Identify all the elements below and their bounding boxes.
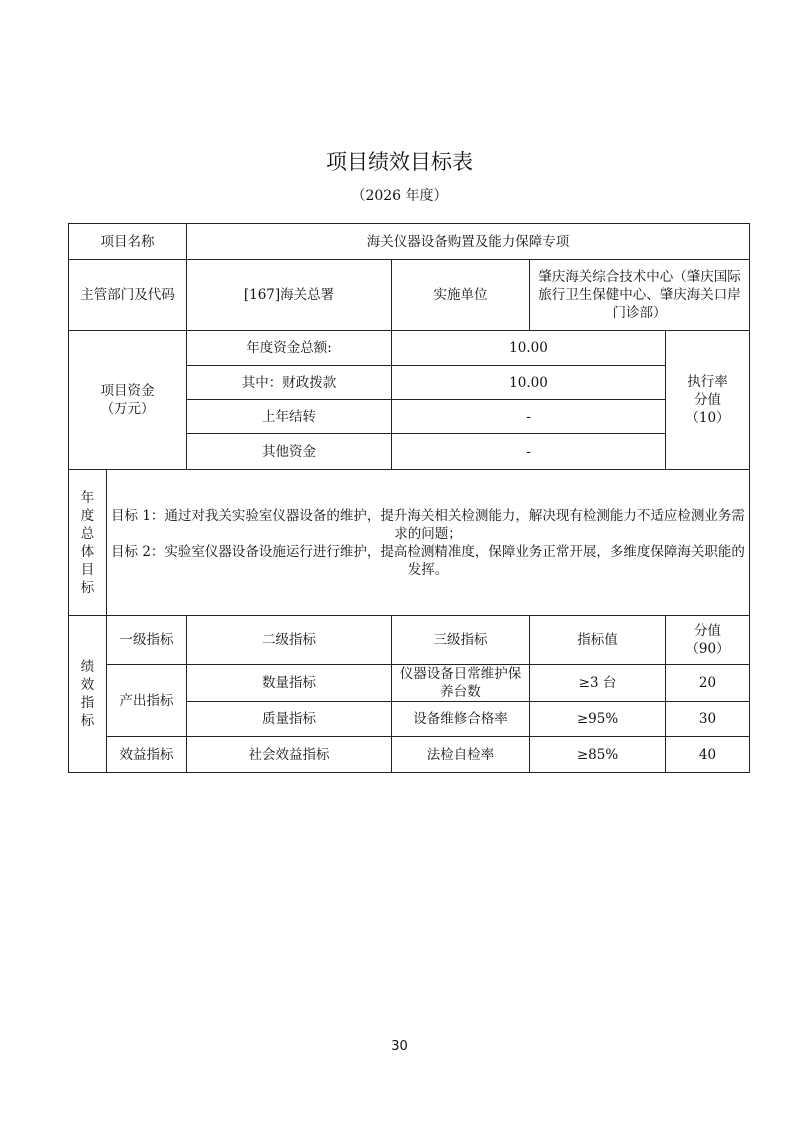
header-score-line1: 分值	[694, 623, 721, 639]
indicator-row	[69, 665, 750, 702]
indicator-level3: 仪器设备日常维护保养台数	[392, 665, 530, 702]
funds-carryover-value: -	[392, 400, 666, 434]
page-subtitle: （2026 年度）	[351, 188, 448, 204]
performance-target-table	[68, 223, 750, 773]
header-level1: 一级指标	[107, 616, 187, 665]
funds-total-row	[69, 331, 750, 366]
exec-rate-line1: 执行率	[687, 374, 728, 390]
header-level2: 二级指标	[187, 616, 392, 665]
exec-rate-cell	[666, 331, 750, 470]
indicator-value: ≥3 台	[530, 665, 666, 702]
indicators-label-char: 绩	[80, 659, 95, 675]
goals-label-char: 标	[80, 579, 95, 596]
goals-label	[69, 470, 107, 616]
indicator-value: ≥95%	[530, 702, 666, 737]
project-name-label: 项目名称	[69, 224, 187, 260]
benefit-indicator-label: 效益指标	[107, 737, 187, 773]
goals-row	[69, 470, 750, 616]
goals-label-char: 度	[80, 507, 95, 524]
indicators-label-char: 指	[80, 695, 95, 711]
dept-row	[69, 260, 750, 331]
goals-label-char: 总	[80, 525, 95, 542]
funds-label-line2: （万元）	[100, 401, 155, 417]
indicator-level3: 法检自检率	[392, 737, 530, 773]
indicator-row	[69, 737, 750, 773]
goals-text	[107, 470, 750, 616]
indicator-header-row	[69, 616, 750, 665]
header-score	[666, 616, 750, 665]
output-indicator-label: 产出指标	[107, 665, 187, 737]
impl-label: 实施单位	[392, 260, 530, 331]
page-number: 30	[391, 1039, 408, 1054]
indicators-label-char: 效	[80, 677, 95, 693]
funds-other-label: 其他资金	[187, 434, 392, 470]
indicator-level2: 社会效益指标	[187, 737, 392, 773]
funds-fiscal-value: 10.00	[392, 366, 666, 400]
exec-rate-line2: 分值	[694, 392, 721, 408]
funds-other-value: -	[392, 434, 666, 470]
header-value: 指标值	[530, 616, 666, 665]
indicator-value: ≥85%	[530, 737, 666, 773]
goals-label-char: 目	[80, 561, 95, 578]
indicator-score: 30	[666, 702, 750, 737]
indicator-score: 20	[666, 665, 750, 702]
impl-value: 肇庆海关综合技术中心（肇庆国际旅行卫生保健中心、肇庆海关口岸门诊部）	[530, 260, 750, 331]
project-name-value: 海关仪器设备购置及能力保障专项	[187, 224, 750, 260]
funds-label	[69, 331, 187, 470]
indicator-level2: 质量指标	[187, 702, 392, 737]
page-title: 项目绩效目标表	[326, 150, 473, 174]
goal-1: 目标 1：通过对我关实验室仪器设备的维护，提升海关相关检测能力，解决现有检测能力不适应检测业务需求的问题；	[111, 507, 745, 542]
header-score-line2: （90）	[685, 641, 730, 657]
indicator-score: 40	[666, 737, 750, 773]
indicator-level2: 数量指标	[187, 665, 392, 702]
funds-fiscal-label: 其中：财政拨款	[187, 366, 392, 400]
indicators-label	[69, 616, 107, 773]
goals-label-char: 年	[80, 489, 95, 506]
funds-carryover-label: 上年结转	[187, 400, 392, 434]
project-name-row	[69, 224, 750, 260]
indicator-level3: 设备维修合格率	[392, 702, 530, 737]
funds-total-label: 年度资金总额:	[187, 331, 392, 366]
funds-label-line1: 项目资金	[100, 383, 155, 399]
goals-label-char: 体	[80, 543, 95, 560]
funds-total-value: 10.00	[392, 331, 666, 366]
dept-label: 主管部门及代码	[69, 260, 187, 331]
goal-2: 目标 2：实验室仪器设备设施运行进行维护，提高检测精准度，保障业务正常开展，多维度保障海关职能的发挥。	[111, 543, 745, 578]
header-level3: 三级指标	[392, 616, 530, 665]
indicators-label-char: 标	[80, 713, 95, 729]
dept-value: [167]海关总署	[187, 260, 392, 331]
exec-rate-line3: （10）	[685, 410, 730, 426]
